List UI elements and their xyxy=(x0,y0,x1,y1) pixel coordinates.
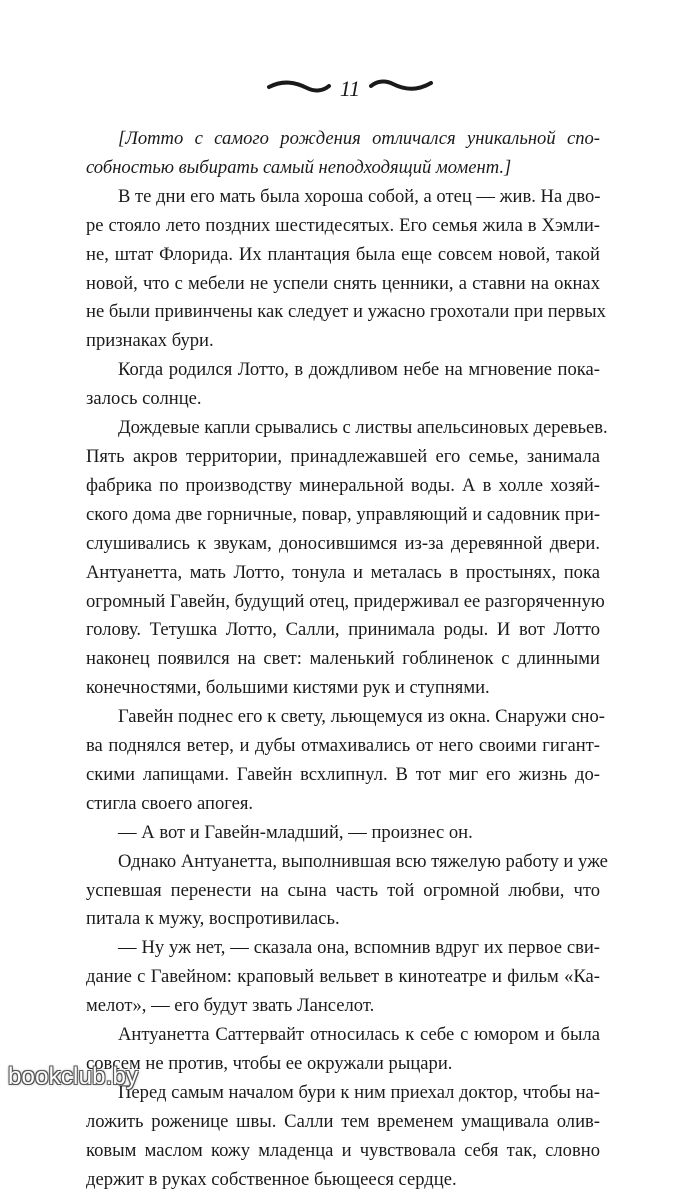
text-line: скими лапищами. Гавейн всхлипнул. В тот миг его жизнь до- xyxy=(86,763,600,785)
text-line: [Лотто с самого рождения отличался уникальной спо- xyxy=(118,128,600,149)
text-line: стигла своего апогея. xyxy=(86,792,254,814)
paragraph xyxy=(86,1021,600,1079)
text-line: ва поднялся ветер, и дубы отмахивались от него своими гигант- xyxy=(86,735,600,757)
text-line: Антуанетта, мать Лотто, тонула и металась в простынях, пока xyxy=(86,561,600,583)
text-line: держит в руках собственное бьющееся сердце. xyxy=(86,1168,457,1190)
text-line: совсем не против, чтобы ее окружали рыцари. xyxy=(86,1053,453,1074)
text-line: ковым маслом кожу младенца и чувствовала себя так, словно xyxy=(86,1139,600,1161)
paragraph xyxy=(86,125,600,183)
text-line: наконец появился на свет: маленький гоблиненок с длинными xyxy=(86,648,600,670)
text-line: Перед самым началом бури к ним приехал доктор, чтобы на- xyxy=(118,1081,600,1103)
text-line: залось солнце. xyxy=(86,388,202,410)
paragraph xyxy=(86,819,600,848)
text-line: питала к мужу, воспротивилась. xyxy=(86,908,340,930)
text-line: дание с Гавейном: краповый вельвет в кинотеатре и фильм «Ка- xyxy=(86,966,600,988)
text-line: фабрика по производству минеральной воды. А в холле хозяй- xyxy=(86,474,600,496)
text-line: ре стояло лето поздних шестидесятых. Его семья жила в Хэмли- xyxy=(86,214,600,236)
text-line: Пять акров территории, принадлежавшей его семье, занимала xyxy=(86,445,600,467)
text-line: Дождевые капли срывались с листвы апельсиновых деревьев. xyxy=(118,417,608,439)
text-line: ложить роженице швы. Салли тем временем умащивала олив- xyxy=(86,1110,600,1132)
paragraph xyxy=(86,703,605,819)
body-text xyxy=(86,125,608,1195)
text-line: слушивались к звукам, доносившимся из-за деревянной двери. xyxy=(86,532,600,554)
paragraph xyxy=(86,414,608,703)
paragraph xyxy=(86,183,606,356)
text-line: — Ну уж нет, — сказала она, вспомнив вдруг их первое сви- xyxy=(118,937,600,959)
text-line: ского дома две горничные, повар, управляющий и садовник при- xyxy=(86,503,601,525)
paragraph xyxy=(86,934,600,1021)
text-line: новой, что с мебели не успели снять ценники, а ставни на окнах xyxy=(86,272,600,294)
paragraph xyxy=(86,356,600,414)
text-line: огромный Гавейн, будущий отец, придерживал ее разгоряченную xyxy=(86,590,605,612)
text-line: Когда родился Лотто, в дождливом небе на мгновение пока- xyxy=(118,359,600,381)
watermark-logo: bookclub.by xyxy=(8,1063,139,1090)
text-line: Антуанетта Саттервайт относилась к себе с юмором и была xyxy=(118,1024,600,1046)
paragraph xyxy=(86,1079,600,1195)
chapter-number: 11 xyxy=(339,76,361,101)
text-line: Однако Антуанетта, выполнившая всю тяжелую работу и уже xyxy=(118,850,608,872)
text-line: не, штат Флорида. Их плантация была еще совсем новой, такой xyxy=(86,243,600,265)
text-line: конечностями, большими кистями рук и ступнями. xyxy=(86,677,490,699)
text-line: голову. Тетушка Лотто, Салли, принимала роды. И вот Лотто xyxy=(86,619,600,641)
text-line: В те дни его мать была хороша собой, а отец — жив. На дво- xyxy=(118,185,601,207)
text-line: не были привинчены как следует и ужасно грохотали при первых xyxy=(86,301,606,323)
text-line: Гавейн поднес его к свету, льющемуся из окна. Снаружи сно- xyxy=(118,706,605,728)
paragraph xyxy=(86,848,608,935)
text-line: собностью выбирать самый неподходящий момент.] xyxy=(86,156,512,178)
text-line: признаках бури. xyxy=(86,330,214,352)
text-line: — А вот и Гавейн-младший, — произнес он. xyxy=(118,821,473,843)
text-line: успевшая перенести на сына часть той огромной любви, что xyxy=(86,879,600,901)
text-line: мелот», — его будут звать Ланселот. xyxy=(86,995,375,1017)
